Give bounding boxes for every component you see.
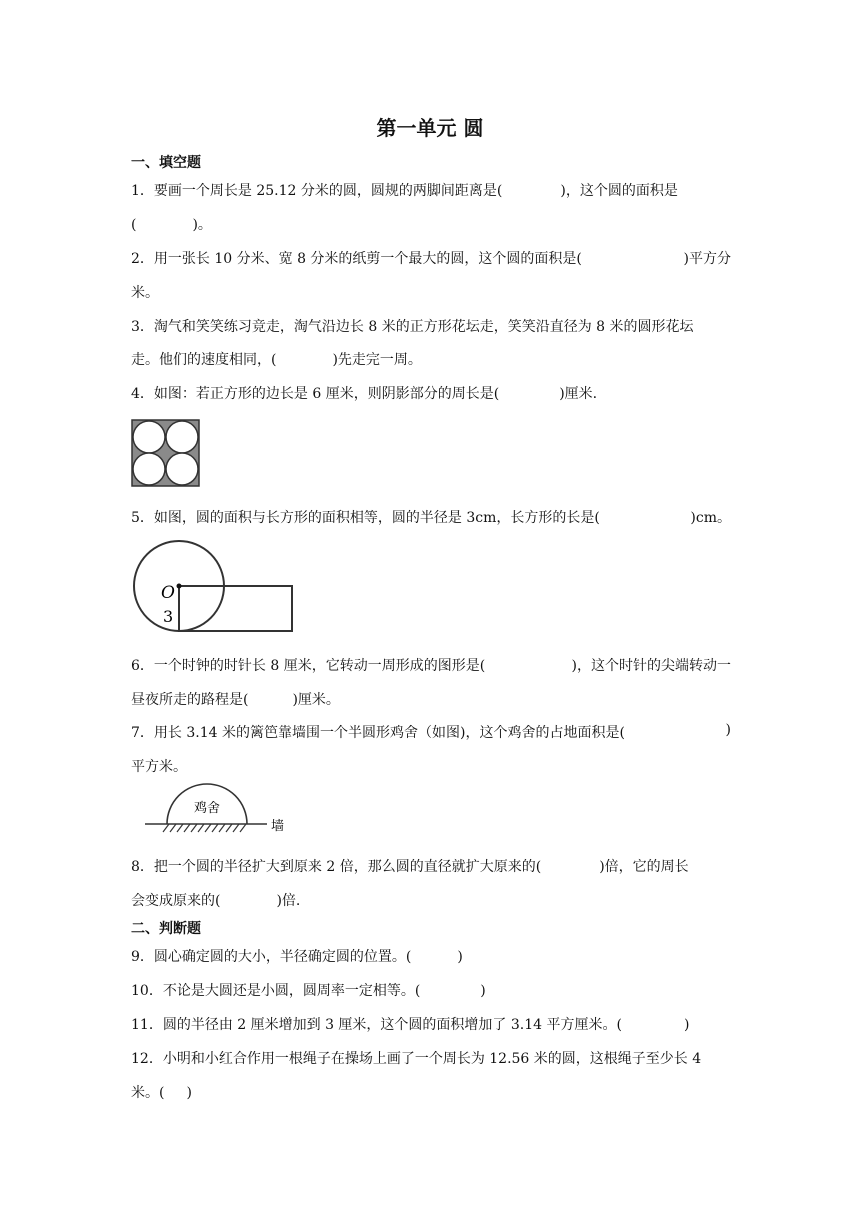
section-judge-heading: 二、判断题 xyxy=(131,921,201,937)
rectangle-shape xyxy=(179,586,292,631)
question-2-line-2: 米。 xyxy=(131,285,159,301)
circle-bottom-left xyxy=(133,453,165,485)
circle-top-left xyxy=(133,421,165,453)
question-6-line-1: 6．一个时钟的时针长 8 厘米，它转动一周形成的图形是( )，这个时针的尖端转动一 xyxy=(131,658,731,674)
question-1-line-1: 1．要画一个周长是 25.12 分米的圆，圆规的两脚间距离是( )，这个圆的面积是 xyxy=(131,183,678,199)
question-3-line-1: 3．淘气和笑笑练习竞走，淘气沿边长 8 米的正方形花坛走，笑笑沿直径为 8 米的圆形花坛 xyxy=(131,319,694,335)
question-7-line-2: 平方米。 xyxy=(131,759,187,775)
page-title: 第一单元 圆 xyxy=(376,116,484,140)
question-12-line-2: 米。( ) xyxy=(131,1085,192,1101)
circle-top-right xyxy=(166,421,198,453)
circle-rectangle-figure xyxy=(131,540,297,636)
question-7-line-1: 7．用长 3.14 米的篱笆靠墙围一个半圆形鸡舍（如图)，这个鸡舍的占地面积是( ) xyxy=(131,722,731,741)
question-8-line-1: 8．把一个圆的半径扩大到原来 2 倍，那么圆的直径就扩大原来的( )倍，它的周长 xyxy=(131,859,689,875)
question-5-line: 5．如图，圆的面积与长方形的面积相等，圆的半径是 3cm，长方形的长是( )cm。 xyxy=(131,510,731,526)
question-2-line-1: 2．用一张长 10 分米、宽 8 分米的纸剪一个最大的圆，这个圆的面积是( )平方分 xyxy=(131,251,731,267)
question-1-line-2: ( )。 xyxy=(131,217,212,233)
center-point xyxy=(177,584,182,589)
four-circles-square-figure xyxy=(131,419,201,487)
question-4-line: 4．如图：若正方形的边长是 6 厘米，则阴影部分的周长是( )厘米. xyxy=(131,386,598,402)
wall-hatching xyxy=(163,824,246,832)
semicircle-coop-figure xyxy=(143,782,293,836)
question-6-line-2: 昼夜所走的路程是( )厘米。 xyxy=(131,692,340,708)
question-12-line-1: 12．小明和小红合作用一根绳子在操场上画了一个周长为 12.56 米的圆，这根绳子至少长 4 xyxy=(131,1051,702,1067)
wall-label: 墙 xyxy=(271,819,285,834)
coop-label: 鸡舍 xyxy=(193,801,221,816)
question-11-line: 11．圆的半径由 2 厘米增加到 3 厘米，这个圆的面积增加了 3.14 平方厘米。( ) xyxy=(131,1017,690,1033)
question-10-line: 10．不论是大圆还是小圆，圆周率一定相等。( ) xyxy=(131,983,486,999)
circle-bottom-right xyxy=(166,453,198,485)
question-9-line: 9．圆心确定圆的大小，半径确定圆的位置。( ) xyxy=(131,949,463,965)
radius-label: 3 xyxy=(163,607,174,626)
center-label: O xyxy=(161,583,175,603)
section-fill-heading: 一、填空题 xyxy=(131,155,201,171)
question-8-line-2: 会变成原来的( )倍. xyxy=(131,893,301,909)
question-3-line-2: 走。他们的速度相同，( )先走完一周。 xyxy=(131,352,422,368)
